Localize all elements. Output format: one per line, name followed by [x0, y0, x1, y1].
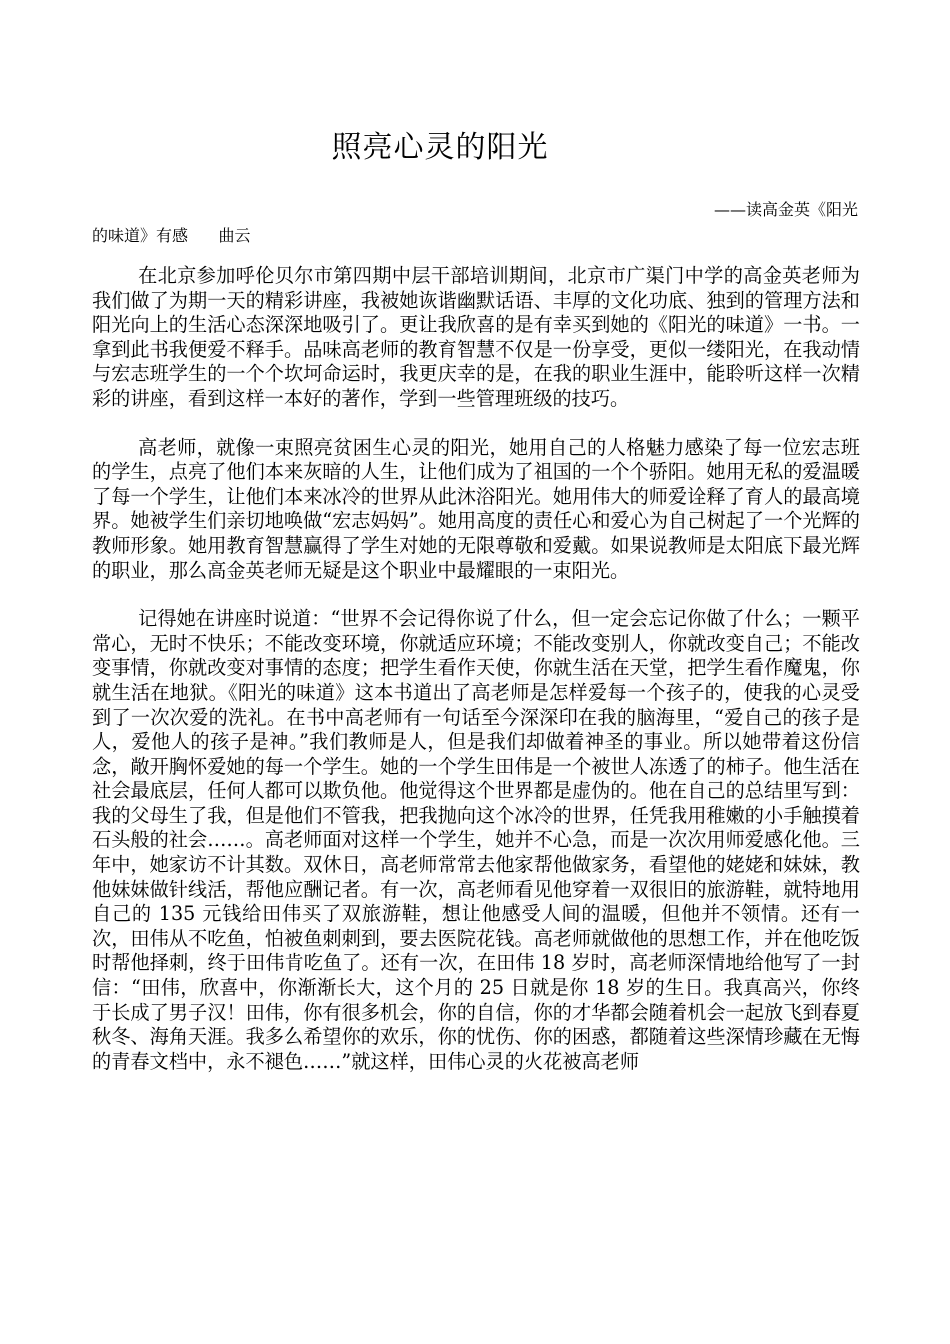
paragraph-2: 高老师，就像一束照亮贫困生心灵的阳光，她用自己的人格魅力感染了每一位宏志班的学生，点亮了他们本来灰暗的人生，让他们成为了祖国的一个个骄阳。她用无私的爱温暖了每一个学生，让他们本来冰冷的世界从此沐浴阳光。她用伟大的师爱诠释了育人的最高境界。她被学生们亲切地唤做“宏志妈妈”。她用高度的责任心和爱心为自己树起了一个光辉的教师形象。她用教育智慧赢得了学生对她的无限尊敬和爱戴。如果说教师是太阳底下最光辉的职业，那么高金英老师无疑是这个职业中最耀眼的一束阳光。 — [92, 435, 860, 582]
paragraph-1: 在北京参加呼伦贝尔市第四期中层干部培训期间，北京市广渠门中学的高金英老师为我们做了为期一天的精彩讲座，我被她诙谐幽默话语、丰厚的文化功底、独到的管理方法和阳光向上的生活心态深深地吸引了。更让我欣喜的是有幸买到她的《阳光的味道》一书。一拿到此书我便爱不释手。品味高老师的教育智慧不仅是一份享受，更似一缕阳光，在我动情与宏志班学生的一个个坎坷命运时，我更庆幸的是，在我的职业生涯中，能聆听这样一次精彩的讲座，看到这样一本好的著作，学到一些管理班级的技巧。 — [92, 264, 860, 410]
paragraph-3: 记得她在讲座时说道：“世界不会记得你说了什么，但一定会忘记你做了什么；一颗平常心，无时不快乐；不能改变环境，你就适应环境；不能改变别人，你就改变自己；不能改变事情，你就改变对事情的态度；把学生看作天使，你就生活在天堂，把学生看作魔鬼，你就生活在地狱。《阳光的味道》这本书道出了高老师是怎样爱每一个孩子的，使我的心灵受到了一次次爱的洗礼。在书中高老师有一句话至今深深印在我的脑海里，“爱自己的孩子是人，爱他人的孩子是神。”我们教师是人，但是我们却做着神圣的事业。所以她带着这份信念，敞开胸怀爱她的每一个学生。她的一个学生田伟是一个被世人冻透了的柿子。他生活在社会最底层，任何人都可以欺负他。他觉得这个世界都是虚伪的。他在自己的总结里写到：我的父母生了我，但是他们不管我，把我抛向这个冰冷的世界，任凭我用稚嫩的小手触摸着石头般的社会……。高老师面对这样一个学生，她并不心急，而是一次次用师爱感化他。三年中，她家访不计其数。双休日，高老师常常去他家帮他做家务，看望他的姥姥和妹妹，教他妹妹做针线活，帮他应酬记者。有一次，高老师看见他穿着一双很旧的旅游鞋，就特地用自己的 135 元钱给田伟买了双旅游鞋，想让他感受人间的温暖，但他并不领情。还有一次，田伟从不吃鱼，怕被鱼刺刺到，要去医院花钱。高老师就做他的思想工作，并在他吃饭时帮他择刺，终于田伟肯吃鱼了。还有一次，在田伟 18 岁时，高老师深情地给他写了一封信：“田伟，欣喜中，你渐渐长大，这个月的 25 日就是你 18 岁的生日。我真高兴，你终于长成了男子汉！田伟，你有很多机会，你的自信，你的才华都会随着机会一起放飞到春夏秋冬、海角天涯。我多么希望你的欢乐，你的忧伤、你的困惑，都随着这些深情珍藏在无悔的青春文档中，永不褪色……”就这样，田伟心灵的火花被高老师 — [92, 607, 860, 1073]
byline-line-1: ——读高金英《阳光 — [713, 200, 858, 219]
document-body — [92, 264, 860, 1074]
document-title: 照亮心灵的阳光 — [331, 130, 549, 165]
byline-line-2: 的味道》有感 曲云 — [92, 226, 251, 245]
